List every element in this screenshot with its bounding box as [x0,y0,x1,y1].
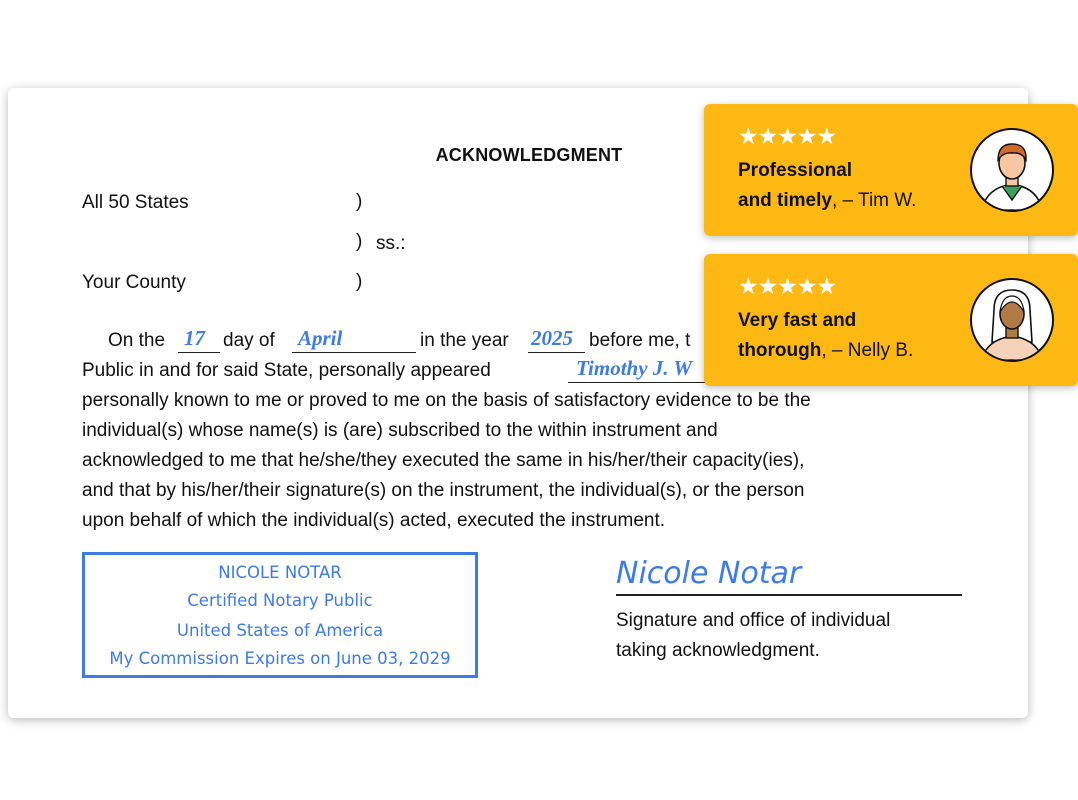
body-line-1: personally known to me or proved to me on the basis of satisfactory evidence to be the [82,390,811,411]
text-public-line: Public in and for said State, personally appeared [82,360,491,381]
venue-paren-1: ) [356,191,363,212]
review-quote [738,306,978,366]
body-line-5: upon behalf of which the individual(s) acted, executed the instrument. [82,510,666,531]
text-before-me: before me, t [589,330,691,351]
venue-paren-2: ) [356,231,363,252]
review-author: , – Tim W. [831,190,917,211]
male-avatar-icon [970,128,1054,212]
signature-line [616,594,962,596]
stamp-title: Certified Notary Public [187,591,373,610]
text-in-the-year: in the year [420,330,509,351]
review-quote [738,156,978,216]
signature-caption-line1: Signature and office of individual [616,610,891,631]
body-line-3: acknowledged to me that he/she/they executed the same in his/her/their capacity(ies), [82,450,805,471]
star-rating-icon: ★★★★★ [738,274,837,300]
venue-ss: ss.: [376,233,406,254]
notary-stamp [82,552,478,678]
review-bold-line1: Professional [738,160,853,181]
venue-state: All 50 States [82,192,189,213]
review-card-1 [704,104,1078,236]
document-title: ACKNOWLEDGMENT [435,145,623,165]
review-bold-line2: and timely [738,190,832,211]
text-day-of: day of [223,330,275,351]
female-avatar-icon [970,278,1054,362]
star-rating-icon: ★★★★★ [738,124,837,150]
body-line-2: individual(s) whose name(s) is (are) subscribed to the within instrument and [82,420,718,441]
body-line-4: and that by his/her/their signature(s) on the instrument, the individual(s), or the person [82,480,805,501]
signature-caption-line2: taking acknowledgment. [616,640,820,661]
stamp-country: United States of America [176,621,384,640]
year-value: 2025 [531,326,573,350]
review-bold-line2: thorough [738,340,822,361]
month-value: April [298,326,343,350]
stamp-expiry: My Commission Expires on June 03, 2029 [109,649,451,668]
review-bold-line1: Very fast and [738,310,857,331]
name-value: Timothy J. W [576,356,693,380]
review-card-2 [704,254,1078,386]
venue-paren-3: ) [356,271,363,292]
text-on-the: On the [108,330,166,351]
stamp-name: NICOLE NOTAR [218,563,342,582]
venue-county: Your County [82,272,186,293]
notary-signature: Nicole Notar [616,556,802,591]
review-author: , – Nelly B. [821,340,914,361]
day-value: 17 [184,326,205,350]
